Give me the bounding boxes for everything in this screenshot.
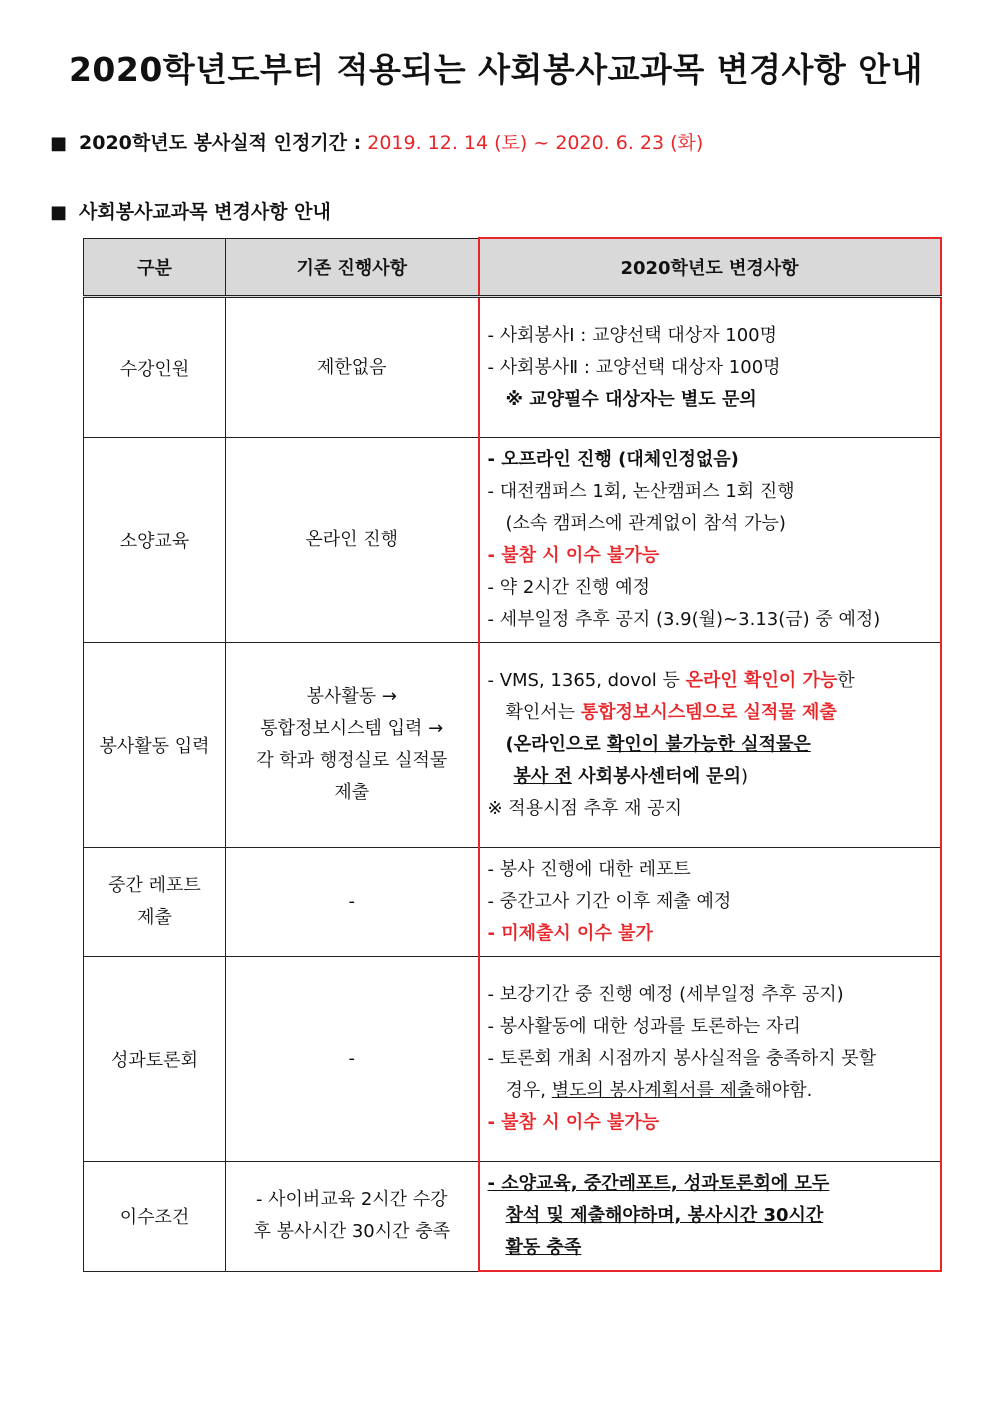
header-changes: 2020학년도 변경사항 <box>479 238 941 297</box>
change-text: 한 <box>837 670 855 691</box>
row-category: 성과토론회 <box>84 957 226 1162</box>
square-bullet-icon: ■ <box>50 202 68 223</box>
change-line <box>488 697 932 729</box>
change-line: 참석 및 제출해야하며, 봉사시간 30시간 <box>505 1205 824 1226</box>
change-line: - 대전캠퍼스 1회, 논산캠퍼스 1회 진행 <box>487 481 795 502</box>
change-text: 경우, <box>505 1080 552 1101</box>
change-line: - 토론회 개최 시점까지 봉사실적을 충족하지 못할 <box>487 1048 877 1069</box>
row-category: 이수조건 <box>84 1162 226 1272</box>
change-line: ※ 적용시점 추후 재 공지 <box>487 798 682 819</box>
row-previous: - <box>226 957 479 1162</box>
change-line: - 봉사 진행에 대한 레포트 <box>487 859 691 880</box>
change-text-underline: 별도의 봉사계획서를 제출 <box>551 1080 755 1101</box>
page-title: 2020학년도부터 적용되는 사회봉사교과목 변경사항 안내 <box>68 50 924 89</box>
period-value: 2019. 12. 14 (토) ~ 2020. 6. 23 (화) <box>367 132 704 154</box>
row-previous: 제한없음 <box>226 297 479 438</box>
header-category: 구분 <box>84 238 226 297</box>
table-row <box>84 957 941 1162</box>
change-text-highlight: 통합정보시스템으로 실적물 제출 <box>580 702 837 723</box>
square-bullet-icon: ■ <box>50 133 68 154</box>
header-previous: 기존 진행사항 <box>226 238 479 297</box>
table-row <box>84 297 941 438</box>
category-line: 제출 <box>137 907 172 928</box>
change-text: 해야함. <box>754 1080 813 1101</box>
change-line: - 세부일정 추후 공지 (3.9(월)~3.13(금) 중 예정) <box>487 609 881 630</box>
change-text-highlight: 온라인 확인이 가능 <box>685 670 838 691</box>
row-category: 봉사활동 입력 <box>84 643 226 848</box>
row-category: 소양교육 <box>84 438 226 643</box>
change-line <box>488 665 932 697</box>
previous-line: 통합정보시스템 입력 → <box>260 718 444 739</box>
change-text: - VMS, 1365, dovol 등 <box>487 670 686 691</box>
row-previous <box>226 1162 479 1272</box>
change-line: - 사회봉사Ⅰ : 교양선택 대상자 100명 <box>487 324 777 346</box>
change-line <box>488 761 932 793</box>
change-line: - 오프라인 진행 (대체인정없음) <box>487 449 739 470</box>
previous-line: - 사이버교육 2시간 수강 <box>255 1189 448 1211</box>
table-row <box>84 438 941 643</box>
previous-line: 제출 <box>334 782 370 803</box>
row-changes <box>479 848 941 957</box>
change-line: - 불참 시 이수 불가능 <box>487 545 660 566</box>
change-text: (온라인으로 <box>505 734 607 755</box>
change-text-underline: 봉사 전 <box>513 766 572 787</box>
row-changes <box>479 1162 941 1272</box>
change-text-underline: 확인이 불가능한 실적물은 <box>606 734 811 755</box>
category-line: 중간 레포트 <box>108 875 201 896</box>
change-line <box>488 1075 932 1107</box>
change-line: - 중간고사 기간 이후 제출 예정 <box>487 891 732 912</box>
change-line: ※ 교양필수 대상자는 별도 문의 <box>505 388 757 410</box>
changes-table <box>83 237 942 1272</box>
change-line: - 소양교육, 중간레포트, 성과토론회에 모두 <box>487 1173 830 1194</box>
row-changes <box>479 643 941 848</box>
change-line: - 사회봉사Ⅱ : 교양선택 대상자 100명 <box>487 356 781 378</box>
previous-line: 각 학과 행정실로 실적물 <box>256 750 448 771</box>
row-previous: - <box>226 848 479 957</box>
change-line: - 불참 시 이수 불가능 <box>487 1112 660 1133</box>
change-line: - 봉사활동에 대한 성과를 토론하는 자리 <box>487 1016 801 1037</box>
section-heading <box>50 197 331 224</box>
previous-line: 봉사활동 → <box>306 686 397 707</box>
period-label: 2020학년도 봉사실적 인정기간 : <box>79 132 362 154</box>
change-line <box>488 729 932 761</box>
row-changes <box>479 957 941 1162</box>
previous-line: 후 봉사시간 30시간 충족 <box>253 1221 451 1243</box>
change-line: 활동 충족 <box>505 1237 582 1258</box>
table-row <box>84 848 941 957</box>
table-row <box>84 643 941 848</box>
change-line: - 미제출시 이수 불가 <box>487 923 653 944</box>
row-category: 수강인원 <box>84 297 226 438</box>
row-category <box>84 848 226 957</box>
change-line: - 약 2시간 진행 예정 <box>487 577 651 598</box>
row-previous <box>226 643 479 848</box>
row-previous: 온라인 진행 <box>226 438 479 643</box>
table-row <box>84 1162 941 1272</box>
change-text: 확인서는 <box>505 702 581 723</box>
change-line: (소속 캠퍼스에 관계없이 참석 가능) <box>505 513 786 534</box>
table-header-row <box>84 238 941 297</box>
period-line <box>50 128 703 155</box>
row-changes <box>479 438 941 643</box>
row-changes <box>479 297 941 438</box>
section-title: 사회봉사교과목 변경사항 안내 <box>79 201 331 223</box>
change-text: 사회봉사센터에 문의 <box>571 766 741 787</box>
change-text: ) <box>740 766 748 787</box>
change-line: - 보강기간 중 진행 예정 (세부일정 추후 공지) <box>487 984 844 1005</box>
